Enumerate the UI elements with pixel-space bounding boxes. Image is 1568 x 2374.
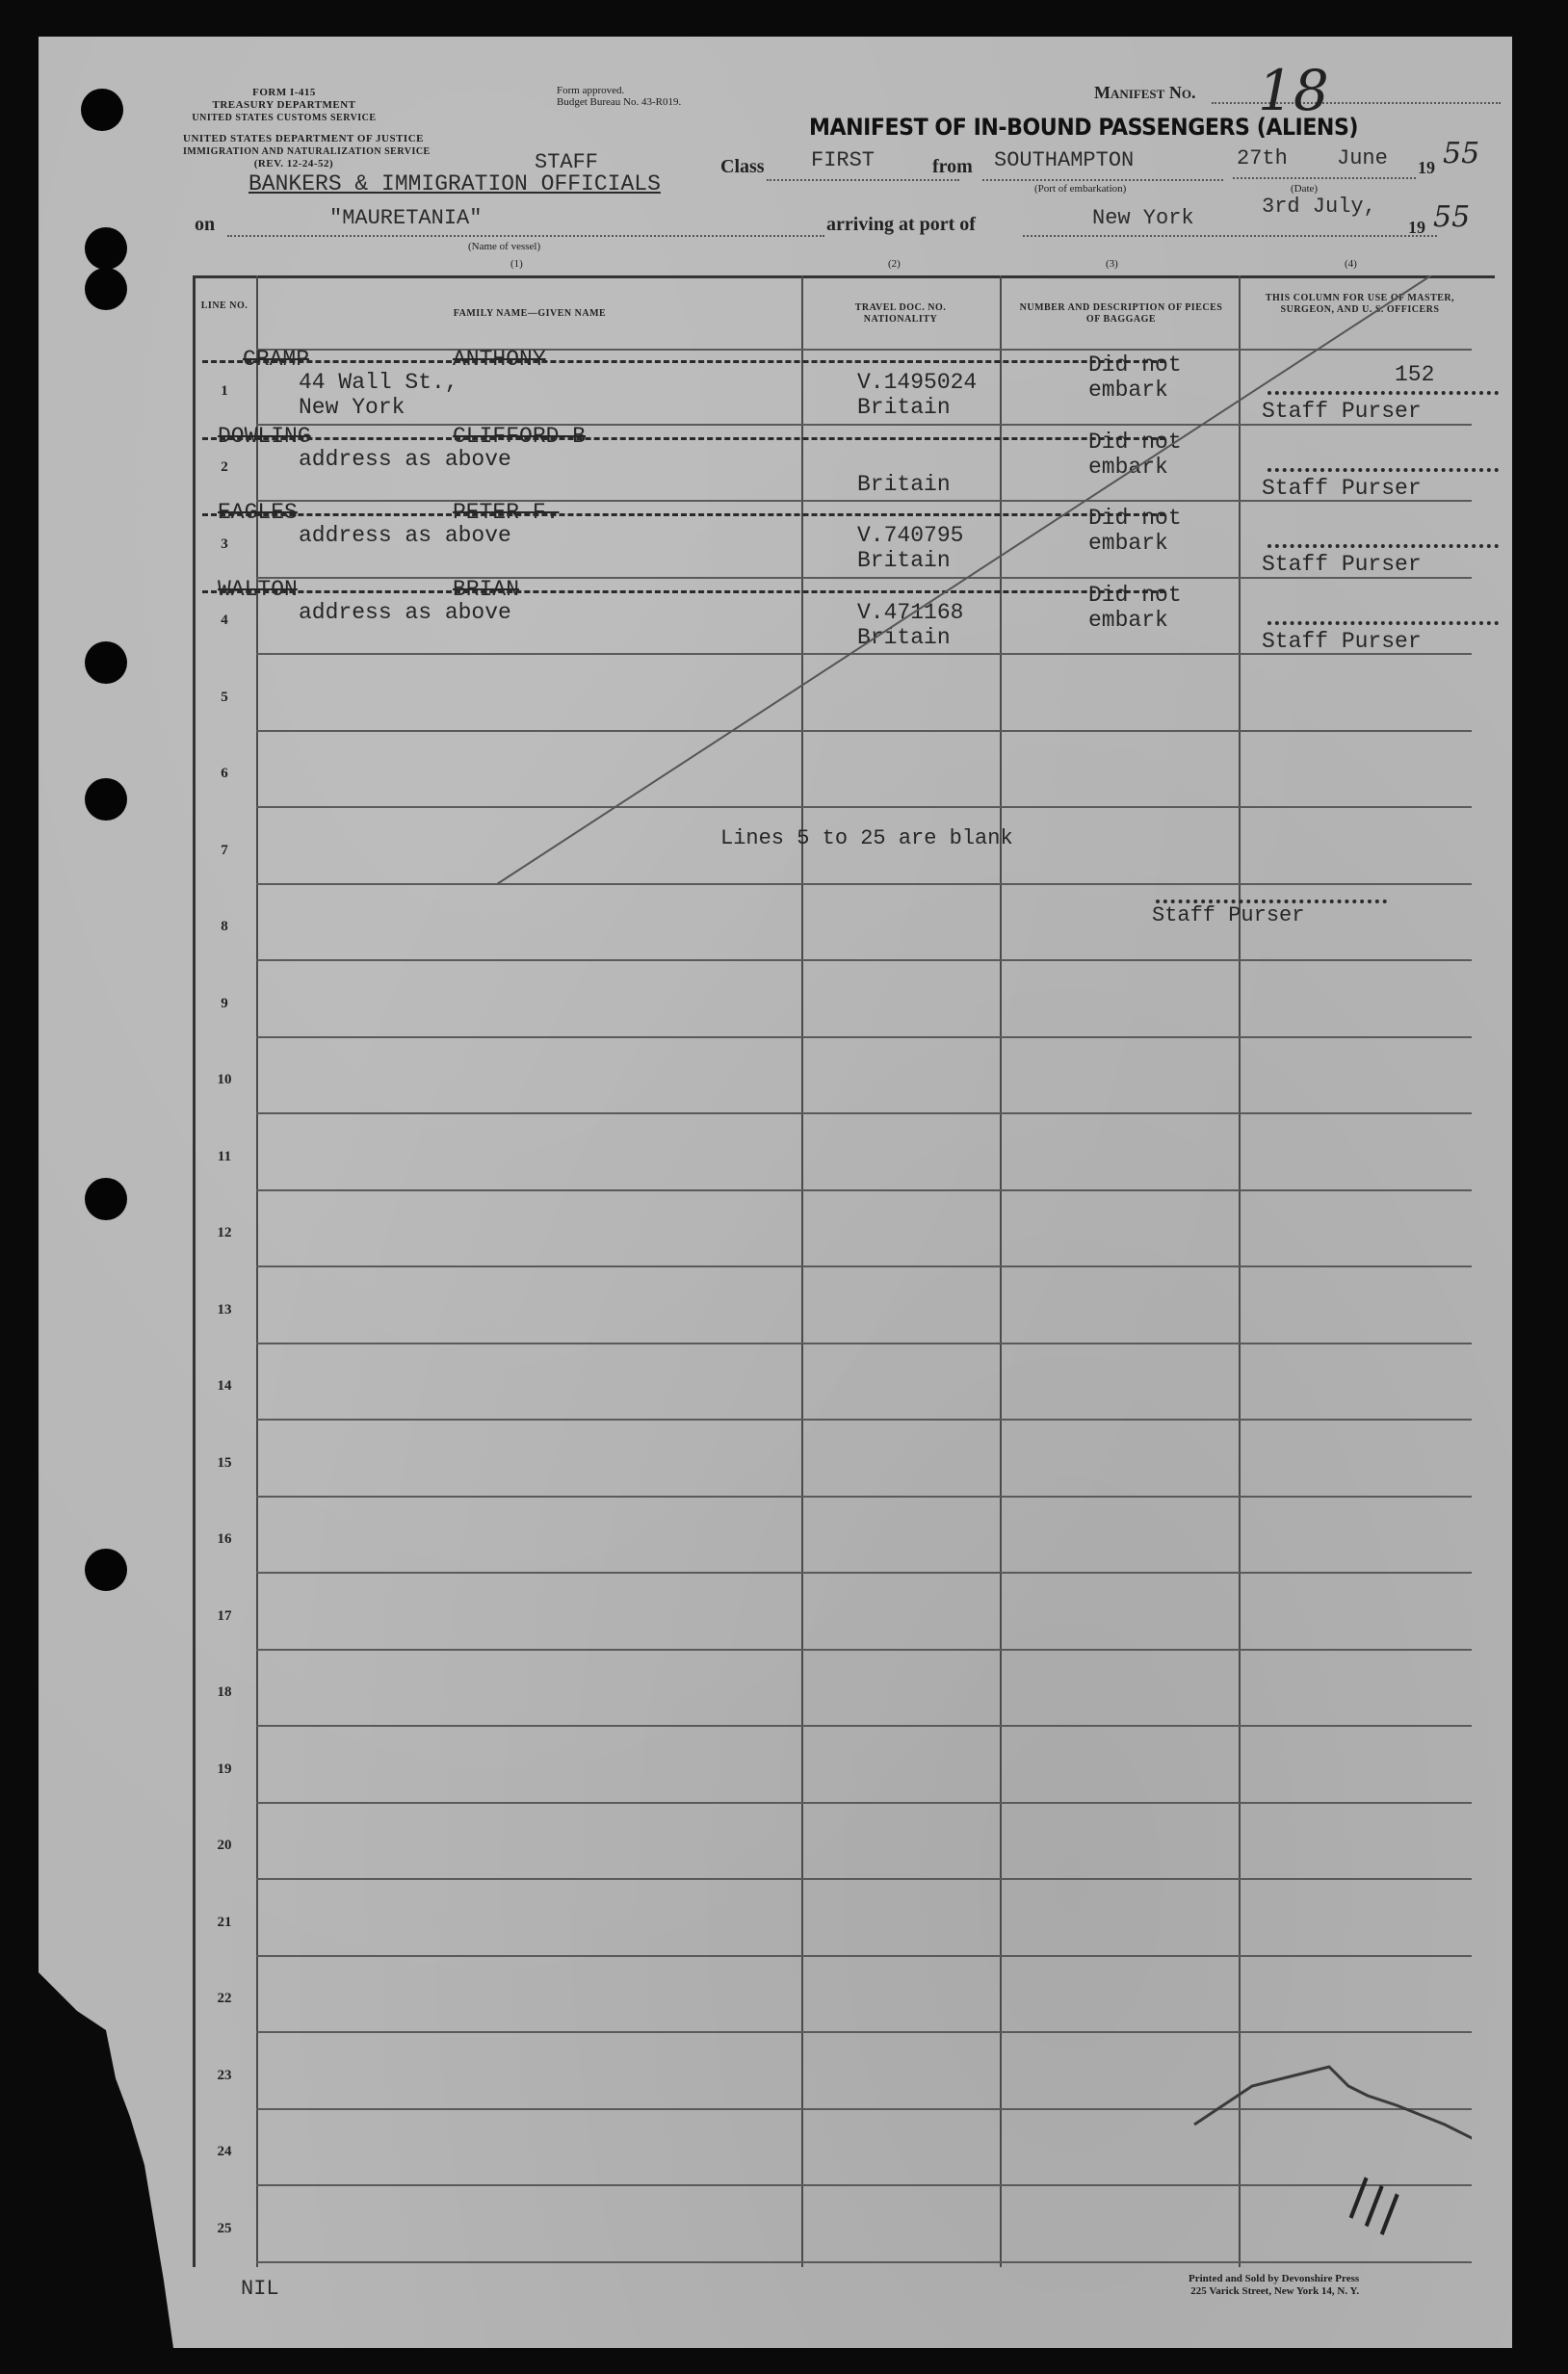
- from-label: from: [932, 156, 973, 177]
- given-name: PETER F.: [453, 500, 560, 525]
- class-value: FIRST: [811, 148, 875, 172]
- arrival-line: [1023, 235, 1437, 237]
- punch-hole: [85, 641, 127, 684]
- baggage-line-1: Did not: [1088, 352, 1182, 378]
- baggage-line-1: Did not: [1088, 506, 1182, 531]
- from-value: SOUTHAMPTON: [994, 148, 1135, 172]
- customs-service: UNITED STATES CUSTOMS SERVICE: [192, 113, 377, 123]
- group-staff: STAFF: [535, 150, 599, 174]
- col-baggage: NUMBER AND DESCRIPTION OF PIECES OF BAGGAGE: [1019, 302, 1223, 325]
- address-line-1: address as above: [299, 523, 511, 548]
- strike-line: [497, 275, 1431, 884]
- baggage-line-2: embark: [1088, 531, 1168, 556]
- page-title: MANIFEST OF IN-BOUND PASSENGERS (ALIENS): [809, 114, 1359, 141]
- row-number: 24: [217, 2144, 232, 2160]
- purser-signature-label: Staff Purser: [1152, 903, 1305, 927]
- diagonal-strike-line: [193, 275, 1472, 2267]
- row-number: 14: [217, 1378, 232, 1395]
- ins-service: IMMIGRATION AND NATURALIZATION SERVICE: [183, 146, 431, 157]
- address-line-2: New York: [299, 395, 405, 420]
- col-travel-doc: TRAVEL DOC. NO. NATIONALITY: [854, 302, 947, 325]
- row-number: 20: [217, 1838, 232, 1854]
- punch-hole: [85, 227, 127, 270]
- row-number: 15: [217, 1454, 232, 1471]
- nationality: Britain: [857, 548, 951, 573]
- manifest-number: 18: [1258, 58, 1329, 123]
- tear-line: [1194, 2067, 1472, 2144]
- class-line: [767, 179, 959, 181]
- form-revision: (REV. 12-24-52): [253, 158, 334, 170]
- blank-lines-note: Lines 5 to 25 are blank: [720, 826, 1013, 850]
- nationality: Britain: [857, 395, 951, 420]
- form-approved: Form approved.: [557, 85, 625, 96]
- form-block: [173, 87, 395, 124]
- punch-hole: [85, 268, 127, 310]
- from-line: [982, 179, 1223, 181]
- officer-title: Staff Purser: [1262, 399, 1422, 424]
- baggage-line-2: embark: [1088, 607, 1168, 633]
- printer-line2: 225 Varick Street, New York 14, N. Y.: [1190, 2285, 1360, 2297]
- officer-title: Staff Purser: [1262, 552, 1422, 577]
- row-number: 16: [217, 1531, 232, 1548]
- arrival-date: 3rd July,: [1262, 195, 1376, 219]
- date-day: 27th: [1237, 146, 1288, 170]
- manifest-page: [39, 37, 1512, 2348]
- treasury-dept: TREASURY DEPARTMENT: [212, 99, 356, 111]
- baggage-line-1: Did not: [1088, 582, 1182, 608]
- baggage-line-2: embark: [1088, 378, 1168, 403]
- family-name: WALTON: [218, 576, 298, 602]
- row-number: 13: [217, 1301, 232, 1317]
- family-name: CRAMP: [243, 347, 310, 372]
- torn-edge: [39, 1972, 173, 2348]
- manifest-table: [193, 275, 1472, 2267]
- row-number: 2: [221, 459, 228, 476]
- row-number: 23: [217, 2067, 232, 2083]
- form-number: FORM I-415: [252, 87, 316, 98]
- torn-corner: [39, 1972, 231, 2348]
- given-name: CLIFFORD B: [453, 423, 587, 449]
- row-number: 22: [217, 1991, 232, 2007]
- family-name: EAGLES: [218, 500, 298, 525]
- officer-title: Staff Purser: [1262, 475, 1422, 501]
- col-num-3: (3): [1106, 258, 1118, 270]
- travel-doc-no: V.1495024: [857, 370, 978, 395]
- punch-hole: [85, 778, 127, 821]
- year-suffix: 55: [1443, 137, 1480, 170]
- col-num-4: (4): [1345, 258, 1357, 270]
- approval-block: [557, 85, 681, 108]
- printer-note: [1189, 2273, 1359, 2298]
- address-line-1: address as above: [299, 599, 511, 625]
- travel-doc-no: V.471168: [857, 599, 964, 625]
- col-num-1: (1): [510, 258, 523, 270]
- nil-note: NIL: [241, 2277, 279, 2301]
- date-month: June: [1337, 146, 1388, 170]
- row-number: 9: [221, 995, 228, 1011]
- port-caption: (Port of embarkation): [1034, 183, 1127, 195]
- vessel-name: "MAURETANIA": [329, 206, 483, 230]
- row-number: 3: [221, 535, 228, 552]
- address-line-1: 44 Wall St.,: [299, 370, 458, 395]
- row-number: 12: [217, 1225, 232, 1241]
- handwritten-mark: \\\: [1337, 2165, 1413, 2245]
- nationality: Britain: [857, 471, 951, 497]
- row-number: 18: [217, 1684, 232, 1701]
- baggage-line-1: Did not: [1088, 429, 1182, 455]
- given-name: ANTHONY: [453, 347, 546, 372]
- officer-number: 152: [1395, 362, 1435, 387]
- baggage-line-2: embark: [1088, 454, 1168, 480]
- col-num-2: (2): [888, 258, 901, 270]
- justice-dept: UNITED STATES DEPARTMENT OF JUSTICE: [183, 133, 424, 144]
- row-number: 6: [221, 766, 228, 782]
- date-line: [1233, 177, 1416, 179]
- vessel-line: [227, 235, 824, 237]
- row-number: 1: [221, 382, 228, 399]
- arrival-year-prefix: 19: [1408, 218, 1425, 237]
- manifest-no-label: Manifest No.: [1094, 83, 1196, 102]
- class-label: Class: [720, 156, 765, 177]
- row-number: 4: [221, 613, 228, 629]
- row-number: 7: [221, 842, 228, 858]
- row-number: 17: [217, 1607, 232, 1624]
- col-officers: THIS COLUMN FOR USE OF MASTER, SURGEON, AND U. S. OFFICERS: [1265, 293, 1455, 315]
- row-number: 8: [221, 919, 228, 935]
- budget-bureau: Budget Bureau No. 43-R019.: [557, 96, 682, 108]
- punch-hole: [85, 1549, 127, 1591]
- col-name: FAMILY NAME—GIVEN NAME: [453, 308, 607, 319]
- justice-block: [183, 133, 431, 170]
- arrival-year-suffix: 55: [1433, 200, 1471, 234]
- row-number: 11: [217, 1148, 232, 1164]
- family-name: DOWLING: [218, 423, 311, 449]
- punch-hole: [85, 1178, 127, 1220]
- address-line-1: address as above: [299, 446, 511, 472]
- punch-hole: [81, 89, 123, 131]
- row-number: 19: [217, 1761, 232, 1777]
- printer-line1: Printed and Sold by Devonshire Press: [1189, 2273, 1360, 2284]
- row-number: 10: [217, 1072, 232, 1088]
- arriving-label: arriving at port of: [826, 214, 976, 235]
- row-number: 21: [217, 1914, 232, 1930]
- col-line-no: LINE NO.: [200, 300, 248, 311]
- officer-title: Staff Purser: [1262, 628, 1422, 654]
- nationality: Britain: [857, 624, 951, 650]
- vessel-caption: (Name of vessel): [468, 241, 541, 252]
- on-label: on: [195, 214, 216, 235]
- group-bankers: BANKERS & IMMIGRATION OFFICIALS: [248, 171, 661, 196]
- travel-doc-no: V.740795: [857, 523, 964, 548]
- row-number: 25: [217, 2220, 232, 2236]
- arrival-port: New York: [1092, 206, 1194, 230]
- row-number: 5: [221, 689, 228, 705]
- year-prefix: 19: [1418, 158, 1435, 177]
- given-name: BRIAN: [453, 576, 520, 602]
- date-caption: (Date): [1291, 183, 1319, 195]
- manifest-no-line: [1212, 102, 1501, 104]
